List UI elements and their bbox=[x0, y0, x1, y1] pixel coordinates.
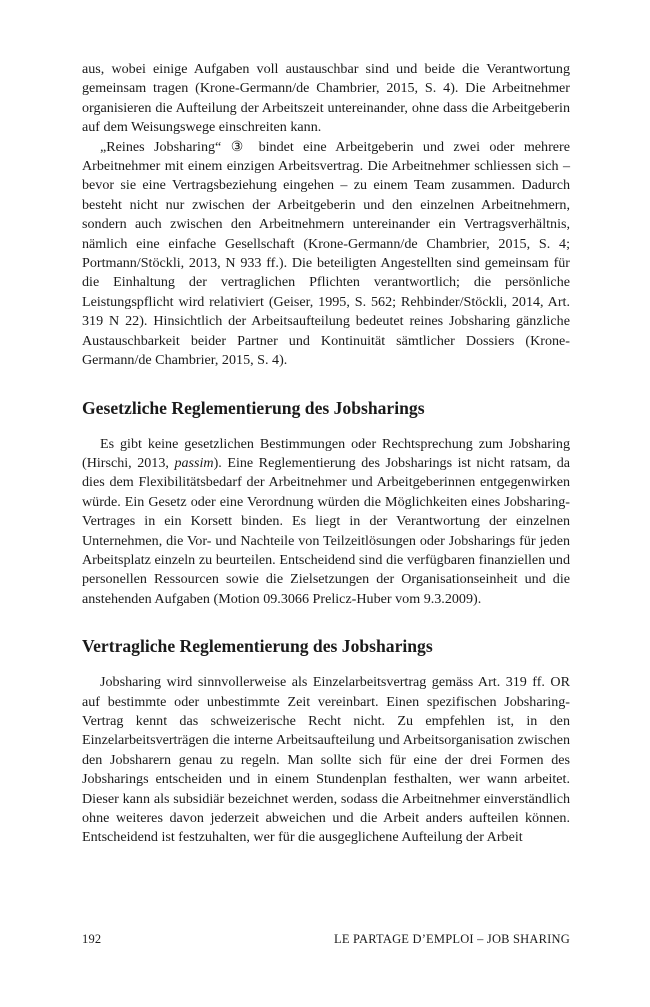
section-intro bbox=[82, 60, 570, 371]
running-title: LE PARTAGE D’EMPLOI – JOB SHARING bbox=[334, 932, 570, 946]
section-legal bbox=[82, 435, 570, 610]
text-run: ). Eine Reglementierung des Jobsharings ist nicht ratsam, da dies dem Flexibilitätsbedarf der Arbeitnehmer und Arbeitgeberinnen entgegenwirken würde. Ein Gesetz oder eine Verordnung würden die Möglichkeiten eines Jobsharing-Vertrages in ein Korsett binden. Es liegt in der Verantwortung der einzelnen Unternehmen, die Vor- und Nachteile von Teilzeitlösungen oder Jobsharings für jeden Arbeitsplatz einzeln zu beurteilen. Entscheidend sind die verfügbaren finanziellen und personellen Ressourcen sowie die Zielsetzungen der Organisationseinheit und die anstehenden Aufgaben (Motion 09.3066 Prelicz-Huber vom 9.3.2009). bbox=[82, 454, 570, 607]
page-number: 192 bbox=[82, 932, 102, 946]
paragraph: Jobsharing wird sinnvollerweise als Einzelarbeitsvertrag gemäss Art. 319 ff. OR auf bestimmte oder unbestimmte Zeit vereinbart. Einen spezifischen Jobsharing-Vertrag kennt das schweizerische Recht nicht. Zu empfehlen ist, in den Einzelarbeitsverträgen die interne Arbeitsaufteilung und Arbeitsorganisation zwischen den Jobsharern genau zu regeln. Man sollte sich für eine der drei Formen des Jobsharings entscheiden und in einem Stundenplan festhalten, wer wann arbeitet. Dieser kann als subsidiär bezeichnet werden, sodass die Arbeitnehmer einverständlich ohne weiteres davon jederzeit abweichen und die Arbeit anders aufteilen können. Entscheidend ist festzuhalten, wer für die ausgeglichene Aufteilung der Arbeit bbox=[82, 674, 570, 846]
text-run: Es gibt keine gesetzlichen Bestimmungen oder Rechtsprechung zum Jobsharing (Hirschi, 2013, bbox=[82, 435, 570, 471]
paragraph: „Reines Jobsharing“ ③ bindet eine Arbeitgeberin und zwei oder mehrere Arbeitnehmer mit einem einzigen Arbeitsvertrag. Die Arbeitnehmer schliessen sich – bevor sie eine Vertragsbeziehung eingehen – zu einem Team zusammen. Dadurch besteht nicht nur zwischen der Arbeitgeberin und den einzelnen Arbeitnehmern, sondern auch zwischen den Arbeitnehmern untereinander ein Vertragsverhältnis, nämlich eine einfache Gesellschaft (Krone-Germann/de Chambrier, 2015, S. 4; Portmann/Stöckli, 2013, N 933 ff.). Die beteiligten Angestellten sind gemeinsam für die Einhaltung der vertraglichen Pflichten verantwortlich; die persönliche Leistungspflicht wird relativiert (Geiser, 1995, S. 562; Rehbinder/Stöckli, 2014, Art. 319 N 22). Hinsichtlich der Arbeitsaufteilung bedeutet reines Jobsharing gänzliche Austauschbarkeit beider Partner und Kontinuität sämtlicher Dossiers (Krone-Germann/de Chambrier, 2015, S. 4). bbox=[82, 138, 570, 369]
italic-text: passim bbox=[174, 454, 214, 471]
paragraph bbox=[82, 435, 570, 610]
page-body bbox=[82, 60, 570, 848]
section-heading: Gesetzliche Reglementierung des Jobsharings bbox=[82, 397, 425, 418]
page-footer bbox=[82, 931, 570, 947]
section-contract bbox=[82, 673, 570, 848]
paragraph: aus, wobei einige Aufgaben voll austauschbar sind und beide die Verantwortung gemeinsam tragen (Krone-Germann/de Chambrier, 2015, S. 4). Die Arbeitnehmer organisieren die Aufteilung der Arbeitszeit untereinander, ohne dass die Arbeitgeberin auf dem Weisungswege einschreiten kann. bbox=[82, 61, 570, 136]
section-heading: Vertragliche Reglementierung des Jobsharings bbox=[82, 636, 433, 657]
